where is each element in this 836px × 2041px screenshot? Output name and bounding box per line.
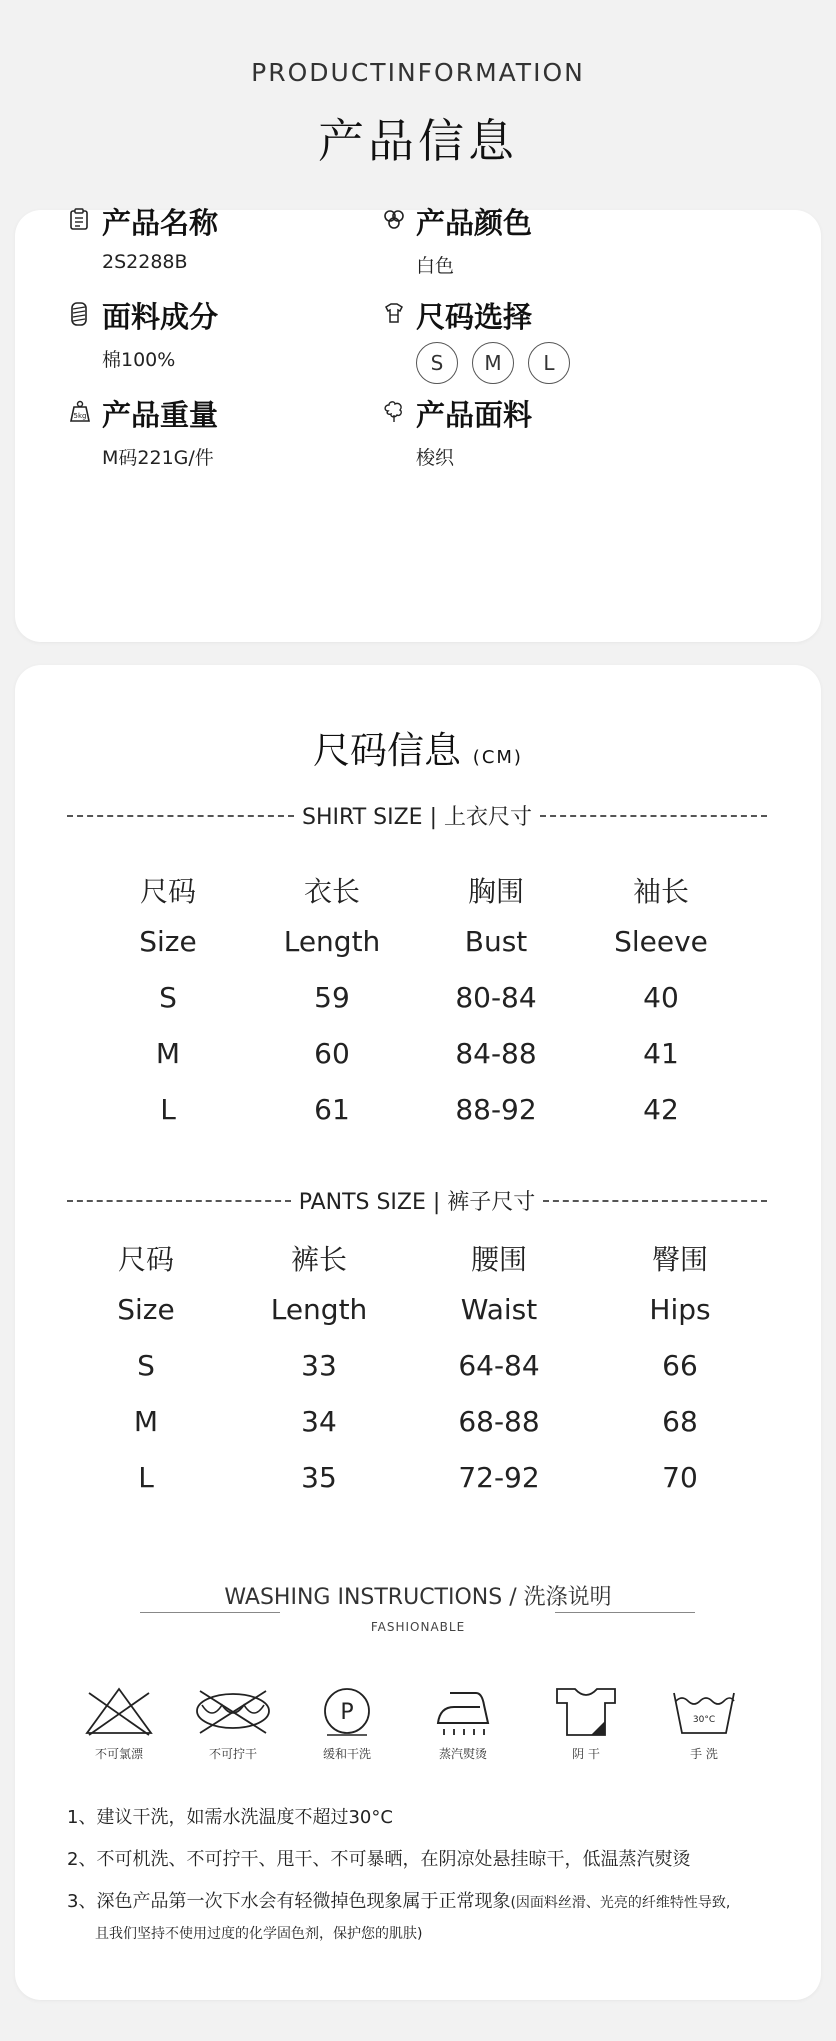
table-header: Size	[117, 1293, 175, 1326]
svg-text:P: P	[340, 1700, 354, 1725]
product-name-title: 产品名称	[102, 206, 219, 240]
table-header: 臀围	[651, 1243, 709, 1276]
washing-title: WASHING INSTRUCTIONS / 洗涤说明	[224, 1585, 612, 1610]
washing-line-right	[555, 1612, 695, 1613]
washing-subtitle: FASHIONABLE	[370, 1620, 466, 1634]
header-title-en: PRODUCTINFORMATION	[251, 58, 585, 87]
table-cell: 72-92	[458, 1461, 540, 1494]
wash-note-3-cont: 且我们坚持不使用过度的化学固色剂，保护您的肌肤)	[95, 1926, 423, 1942]
table-row	[15, 1405, 821, 1445]
size-select-title: 尺码选择	[416, 300, 533, 334]
wash-label: 不可氯漂	[94, 1747, 143, 1761]
table-header: 袖长	[632, 875, 690, 908]
wash-note-1: 1、建议干洗，如需水洗温度不超过30°C	[67, 1807, 393, 1828]
wash-label: 不可拧干	[208, 1747, 257, 1761]
table-cell: S	[137, 1349, 155, 1382]
page-header	[0, 0, 836, 200]
wash-item-steam-iron	[413, 1685, 513, 1762]
table-cell: 33	[301, 1349, 337, 1382]
wash-label: 阴 干	[572, 1747, 600, 1761]
wash-item-no-wring	[183, 1685, 283, 1762]
table-cell: L	[160, 1093, 176, 1126]
hand-wash-icon	[670, 1685, 738, 1737]
size-info-card	[15, 665, 821, 2000]
table-row	[15, 1461, 821, 1501]
pants-header-en-row	[15, 1293, 821, 1333]
size-options	[416, 342, 570, 384]
shirt-size-icon	[382, 301, 406, 325]
shirt-header-en-row	[15, 925, 821, 965]
table-header: Length	[283, 925, 381, 958]
wash-label: 缓和干洗	[322, 1747, 371, 1761]
table-cell: 42	[643, 1093, 679, 1126]
table-row	[15, 981, 821, 1021]
table-row	[15, 1093, 821, 1133]
thread-spool-icon	[68, 301, 92, 325]
product-weight-title: 产品重量	[102, 398, 219, 432]
table-header: 胸围	[467, 875, 525, 908]
table-header: 腰围	[470, 1243, 528, 1276]
cotton-icon	[382, 399, 406, 423]
table-cell: 64-84	[458, 1349, 540, 1382]
wash-note-3-small: (因面料丝滑、光亮的纤维特性导致,	[510, 1895, 731, 1911]
shade-dry-icon	[553, 1685, 619, 1737]
table-header: 衣长	[303, 875, 361, 908]
wash-note-2: 2、不可机洗、不可拧干、甩干、不可暴晒，在阴凉处悬挂晾干，低温蒸汽熨烫	[67, 1849, 691, 1870]
table-cell: L	[138, 1461, 154, 1494]
size-info-unit: (CM)	[472, 747, 523, 768]
table-row	[15, 1037, 821, 1077]
table-header: Hips	[649, 1293, 711, 1326]
product-color-value: 白色	[416, 255, 455, 277]
table-row	[15, 1349, 821, 1389]
table-cell: 35	[301, 1461, 337, 1494]
shirt-size-label: SHIRT SIZE | 上衣尺寸	[302, 805, 532, 830]
table-header: 裤长	[290, 1243, 348, 1276]
wash-item-gentle-dry-clean	[297, 1685, 397, 1762]
table-cell: 84-88	[455, 1037, 537, 1070]
table-header: Waist	[460, 1293, 538, 1326]
size-info-title	[15, 720, 821, 774]
no-bleach-icon	[83, 1685, 155, 1737]
table-cell: 68-88	[458, 1405, 540, 1438]
product-fabric-value: 梭织	[416, 447, 455, 469]
no-wring-icon	[192, 1685, 274, 1737]
dash-left	[67, 1200, 291, 1202]
table-header: Size	[139, 925, 197, 958]
palette-icon	[382, 207, 406, 231]
table-cell: 88-92	[455, 1093, 537, 1126]
fabric-content-value: 棉100%	[102, 349, 176, 371]
gentle-dry-clean-icon	[321, 1685, 373, 1737]
table-cell: 59	[314, 981, 350, 1014]
hand-wash-temp: 30°C	[692, 1715, 716, 1725]
shirt-header-cn-row	[15, 870, 821, 910]
table-cell: 41	[643, 1037, 679, 1070]
size-option-m[interactable]: M	[472, 342, 514, 384]
pants-size-divider	[67, 1185, 767, 1216]
table-header: Length	[270, 1293, 368, 1326]
size-info-title-text: 尺码信息	[313, 729, 462, 772]
clipboard-icon	[68, 207, 92, 231]
washing-line-left	[140, 1612, 280, 1613]
product-color-title: 产品颜色	[416, 206, 533, 240]
table-cell: 60	[314, 1037, 350, 1070]
table-cell: 70	[662, 1461, 698, 1494]
table-header: Sleeve	[614, 925, 708, 958]
product-fabric-title: 产品面料	[416, 398, 533, 432]
dash-right	[543, 1200, 767, 1202]
dash-left	[67, 815, 294, 817]
table-cell: S	[159, 981, 177, 1014]
product-name-value: 2S2288B	[102, 251, 188, 273]
table-cell: M	[133, 1405, 159, 1438]
size-option-s[interactable]: S	[416, 342, 458, 384]
table-cell: 80-84	[455, 981, 537, 1014]
pants-size-label: PANTS SIZE | 裤子尺寸	[298, 1190, 536, 1215]
wash-label: 手 洗	[690, 1747, 718, 1761]
table-cell: 61	[314, 1093, 350, 1126]
wash-note-3-text: 3、深色产品第一次下水会有轻微掉色现象属于正常现象	[67, 1891, 511, 1912]
table-header: 尺码	[139, 875, 197, 908]
product-weight-value: M码221G/件	[102, 447, 214, 469]
wash-label: 蒸汽熨烫	[438, 1747, 487, 1761]
table-cell: 40	[643, 981, 679, 1014]
shirt-size-divider	[67, 800, 767, 831]
table-cell: M	[155, 1037, 181, 1070]
wash-item-hand-wash	[654, 1685, 754, 1762]
table-cell: 68	[662, 1405, 698, 1438]
weight-icon	[68, 399, 92, 423]
table-header: 尺码	[117, 1243, 175, 1276]
table-cell: 66	[662, 1349, 698, 1382]
wash-item-shade-dry	[536, 1685, 636, 1762]
table-header: Bust	[464, 925, 528, 958]
wash-item-no-bleach	[69, 1685, 169, 1762]
table-cell: 34	[301, 1405, 337, 1438]
wash-note-3	[67, 1887, 730, 1913]
steam-iron-icon	[432, 1685, 494, 1737]
pants-header-cn-row	[15, 1238, 821, 1278]
size-option-l[interactable]: L	[528, 342, 570, 384]
svg-text:5kg: 5kg	[73, 412, 87, 420]
dash-right	[540, 815, 767, 817]
header-title-cn: 产品信息	[318, 114, 518, 168]
fabric-content-title: 面料成分	[102, 300, 219, 334]
